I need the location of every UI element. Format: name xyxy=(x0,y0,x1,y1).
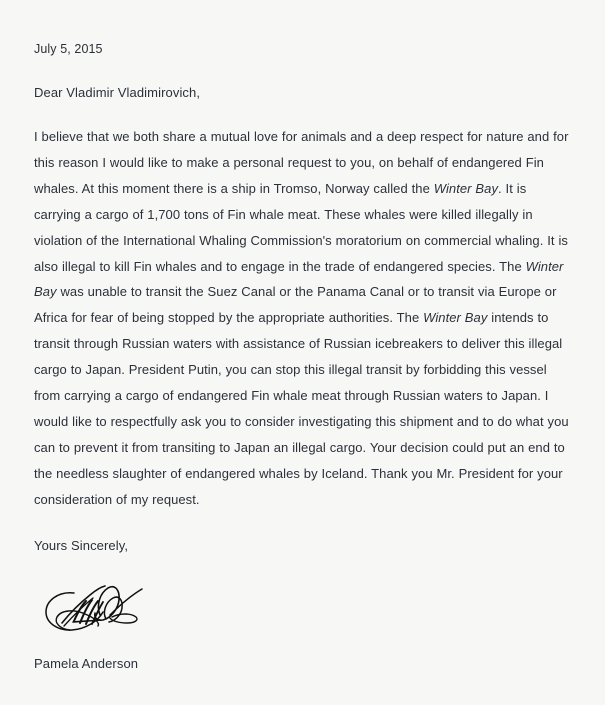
body-run: . It is carrying a cargo of 1,700 tons of Fin whale meat. These whales were killed illegally in violation of the International Whaling Commission's moratorium on commercial whaling. It is also illegal to kill Fin whales and to engage in the trade of endangered species. The xyxy=(34,180,568,274)
body-run: was unable to transit the Suez Canal or the Panama Canal or to transit via Europe or Africa for fear of being stopped by the appropriate authorities. The xyxy=(34,284,557,326)
signature-icon xyxy=(40,571,150,643)
letter-body xyxy=(34,124,574,513)
letter-salutation: Dear Vladimir Vladimirovich, xyxy=(34,85,201,100)
body-run: intends to transit through Russian waters with assistance of Russian icebreakers to deliver this illegal cargo to Japan. President Putin, you can stop this illegal transit by forbidding this vessel from carrying a cargo of endangered Fin whale meat through Russian waters to Japan. I would like to respectfully ask you to consider investigating this shipment and to do what you can to prevent it from transiting to Japan an illegal cargo. Your decision could put an end to the needless slaughter of endangered whales by Iceland. Thank you Mr. President for your consideration of my request. xyxy=(34,310,569,507)
ship-name-italic: Winter Bay xyxy=(34,258,564,300)
signature-image xyxy=(40,571,572,649)
body-run: I believe that we both share a mutual love for animals and a deep respect for nature and for this reason I would like to make a personal request to you, on behalf of endangered Fin whales. At this moment there is a ship in Tromso, Norway called the xyxy=(34,129,569,196)
ship-name-italic: Winter Bay xyxy=(433,180,499,196)
letter-closing: Yours Sincerely, xyxy=(34,537,129,553)
ship-name-italic: Winter Bay xyxy=(423,310,488,326)
signer-name: Pamela Anderson xyxy=(34,655,139,671)
letter-date: July 5, 2015 xyxy=(34,42,103,56)
